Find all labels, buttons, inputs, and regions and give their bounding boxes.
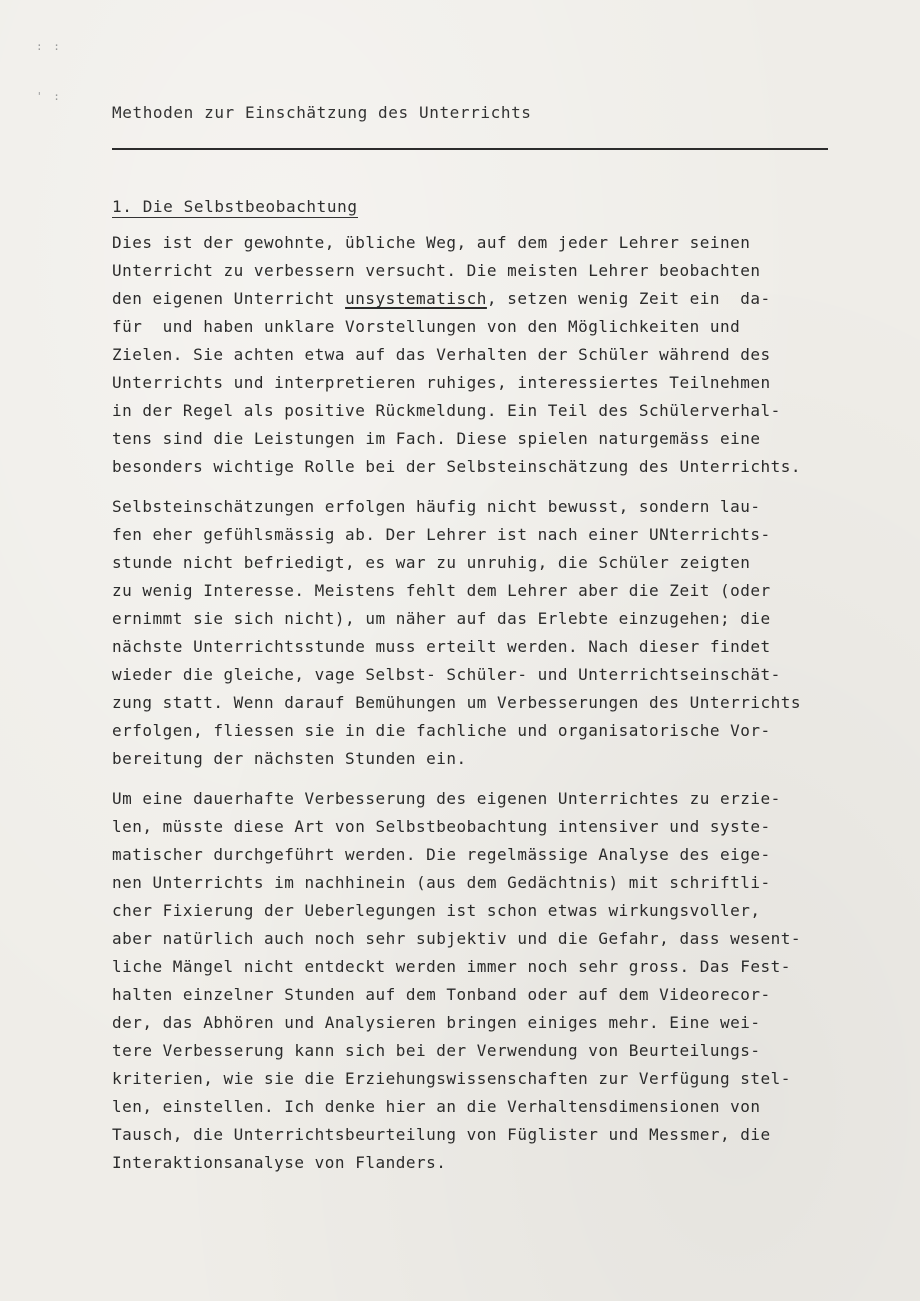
text-line: bereitung der nächsten Stunden ein. bbox=[112, 749, 467, 768]
body-text bbox=[112, 229, 892, 1189]
text-line: kriterien, wie sie die Erziehungswissenschaften zur Verfügung stel- bbox=[112, 1069, 791, 1088]
text-line: liche Mängel nicht entdeckt werden immer noch sehr gross. Das Fest- bbox=[112, 957, 791, 976]
section-title: 1. Die Selbstbeobachtung bbox=[112, 197, 358, 216]
text-line: wieder die gleiche, vage Selbst- Schüler- und Unterrichtseinschät- bbox=[112, 665, 781, 684]
text-line: halten einzelner Stunden auf dem Tonband oder auf dem Videorecor- bbox=[112, 985, 771, 1004]
text-line: Selbsteinschätzungen erfolgen häufig nicht bewusst, sondern lau- bbox=[112, 497, 761, 516]
paragraph bbox=[112, 493, 892, 773]
paragraph bbox=[112, 229, 892, 481]
text-line: für und haben unklare Vorstellungen von den Möglichkeiten und bbox=[112, 317, 741, 336]
text-line: nächste Unterrichtsstunde muss erteilt werden. Nach dieser findet bbox=[112, 637, 771, 656]
text-line: len, müsste diese Art von Selbstbeobachtung intensiver und syste- bbox=[112, 817, 771, 836]
text-line: den eigenen Unterricht unsystematisch, setzen wenig Zeit ein da- bbox=[112, 289, 771, 308]
text-line: zung statt. Wenn darauf Bemühungen um Verbesserungen des Unterrichts bbox=[112, 693, 802, 712]
text-line: Dies ist der gewohnte, übliche Weg, auf dem jeder Lehrer seinen bbox=[112, 233, 751, 252]
text-line: cher Fixierung der Ueberlegungen ist schon etwas wirkungsvoller, bbox=[112, 901, 761, 920]
text-line: len, einstellen. Ich denke hier an die Verhaltensdimensionen von bbox=[112, 1097, 761, 1116]
text-line: nen Unterrichts im nachhinein (aus dem Gedächtnis) mit schriftli- bbox=[112, 873, 771, 892]
heading-rule bbox=[112, 148, 828, 150]
text-line: Um eine dauerhafte Verbesserung des eigenen Unterrichtes zu erzie- bbox=[112, 789, 781, 808]
text-line: Unterrichts und interpretieren ruhiges, interessiertes Teilnehmen bbox=[112, 373, 771, 392]
text-line: fen eher gefühlsmässig ab. Der Lehrer ist nach einer UNterrichts- bbox=[112, 525, 771, 544]
margin-marks bbox=[36, 22, 62, 122]
text-line: Unterricht zu verbessern versucht. Die meisten Lehrer beobachten bbox=[112, 261, 761, 280]
text-line: Zielen. Sie achten etwa auf das Verhalten der Schüler während des bbox=[112, 345, 771, 364]
page-heading: Methoden zur Einschätzung des Unterrichts bbox=[112, 103, 532, 122]
text-line: zu wenig Interesse. Meistens fehlt dem Lehrer aber die Zeit (oder bbox=[112, 581, 771, 600]
text-line: besonders wichtige Rolle bei der Selbsteinschätzung des Unterrichts. bbox=[112, 457, 802, 476]
text-line: tens sind die Leistungen im Fach. Diese spielen naturgemäss eine bbox=[112, 429, 761, 448]
paragraph bbox=[112, 785, 892, 1177]
text-line: matischer durchgeführt werden. Die regelmässige Analyse des eige- bbox=[112, 845, 771, 864]
text-line: ernimmt sie sich nicht), um näher auf das Erlebte einzugehen; die bbox=[112, 609, 771, 628]
text-line: erfolgen, fliessen sie in die fachliche und organisatorische Vor- bbox=[112, 721, 771, 740]
underlined-word: unsystematisch bbox=[345, 289, 487, 308]
text-line: Interaktionsanalyse von Flanders. bbox=[112, 1153, 447, 1172]
text-line: tere Verbesserung kann sich bei der Verwendung von Beurteilungs- bbox=[112, 1041, 761, 1060]
text-line: der, das Abhören und Analysieren bringen einiges mehr. Eine wei- bbox=[112, 1013, 761, 1032]
text-line: in der Regel als positive Rückmeldung. Ein Teil des Schülerverhal- bbox=[112, 401, 781, 420]
margin-mark: ' : bbox=[36, 90, 62, 103]
text-line: Tausch, die Unterrichtsbeurteilung von Füglister und Messmer, die bbox=[112, 1125, 771, 1144]
margin-mark: : : bbox=[36, 40, 62, 53]
text-line: aber natürlich auch noch sehr subjektiv und die Gefahr, dass wesent- bbox=[112, 929, 802, 948]
text-line: stunde nicht befriedigt, es war zu unruhig, die Schüler zeigten bbox=[112, 553, 751, 572]
